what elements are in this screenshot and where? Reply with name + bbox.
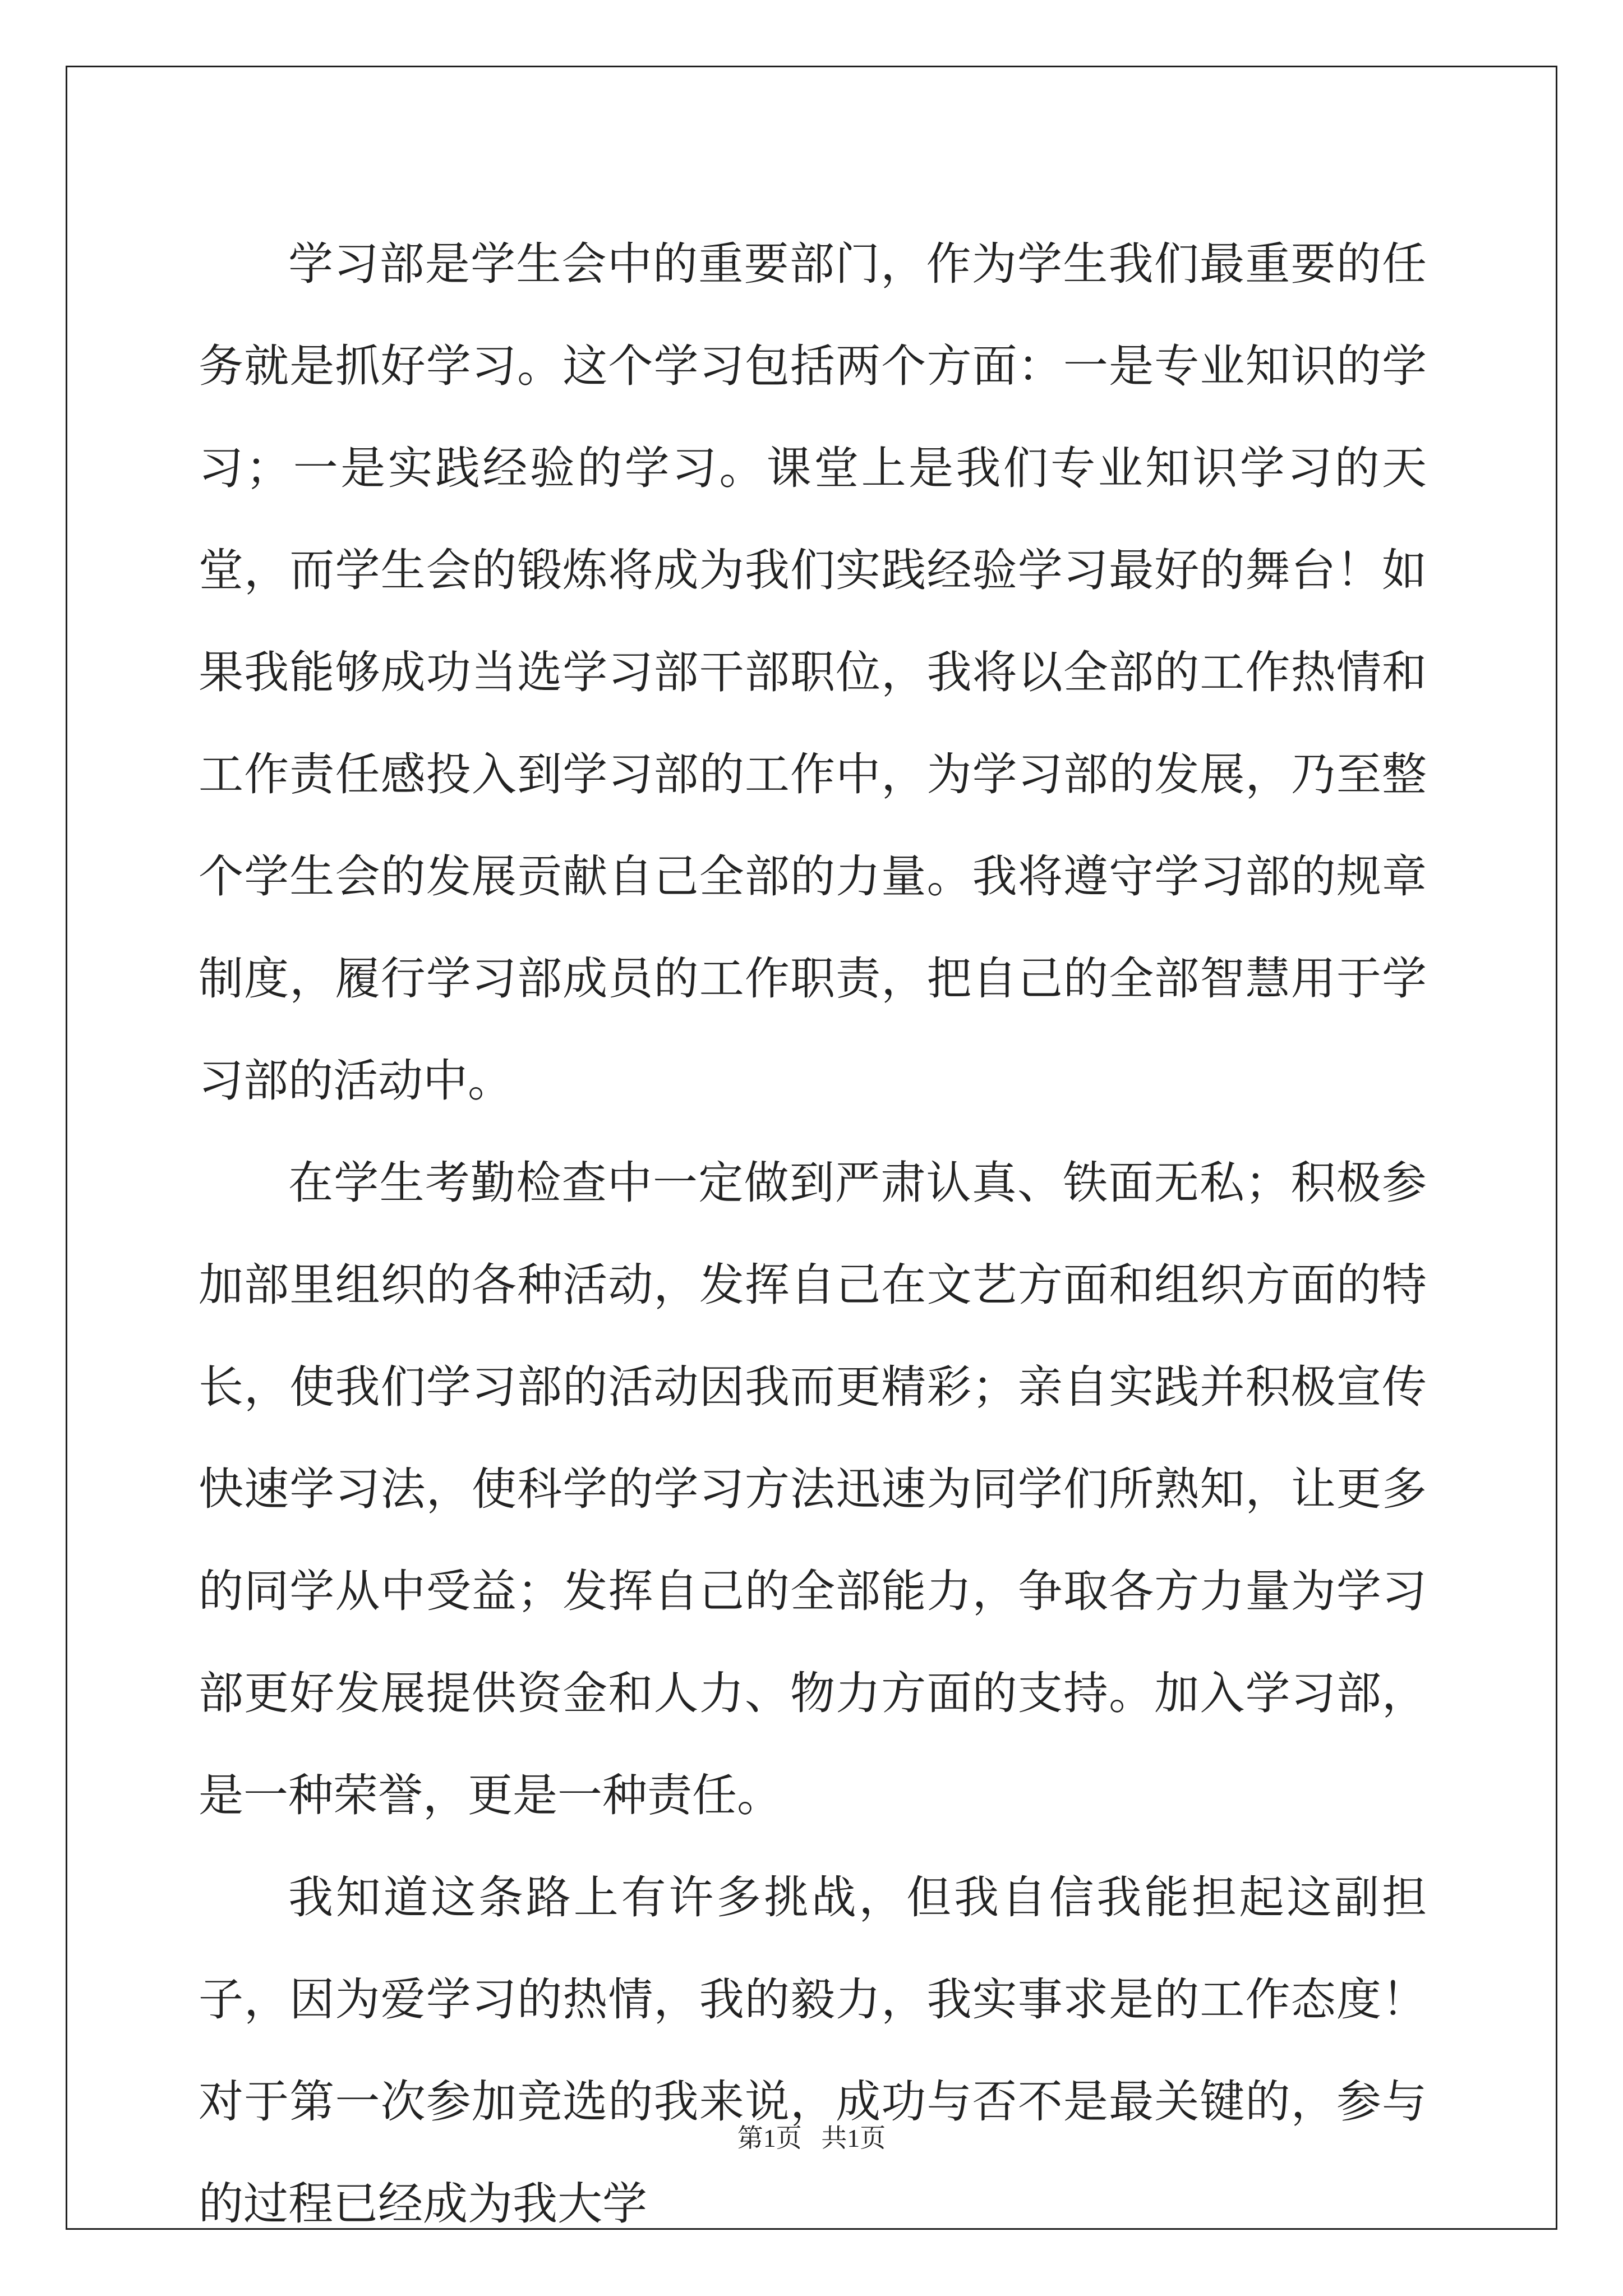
page-number-label: 第1页 共1页 xyxy=(737,2124,886,2152)
paragraph-2: 在学生考勤检查中一定做到严肃认真、铁面无私；积极参加部里组织的各种活动，发挥自己在文艺方面和组织方面的特长，使我们学习部的活动因我而更精彩；亲自实践并积极宣传快速学习法，使科学的学习方法迅速为同学们所熟知，让更多的同学从中受益；发挥自己的全部能力，争取各方力量为学习部更好发展提供资金和人力、物力方面的支持。加入学习部，是一种荣誉，更是一种责任。 xyxy=(199,1157,1427,1821)
paragraph-3: 我知道这条路上有许多挑战，但我自信我能担起这副担子，因为爱学习的热情，我的毅力，我实事求是的工作态度！ 对于第一次参加竞选的我来说，成功与否不是最关键的，参与的过程已经成为我大学 xyxy=(199,1871,1427,2230)
paragraph-1: 学习部是学生会中的重要部门，作为学生我们最重要的任务就是抓好学习。这个学习包括两个方面：一是专业知识的学习；一是实践经验的学习。课堂上是我们专业知识学习的天堂，而学生会的锻炼将成为我们实践经验学习最好的舞台！如果我能够成功当选学习部干部职位，我将以全部的工作热情和工作责任感投入到学习部的工作中，为学习部的发展，乃至整个学生会的发展贡献自己全部的力量。我将遵守学习部的规章制度，履行学习部成员的工作职责，把自己的全部智慧用于学习部的活动中。 xyxy=(199,238,1427,1107)
document-body xyxy=(199,213,1427,2255)
page-footer xyxy=(0,2122,1623,2155)
